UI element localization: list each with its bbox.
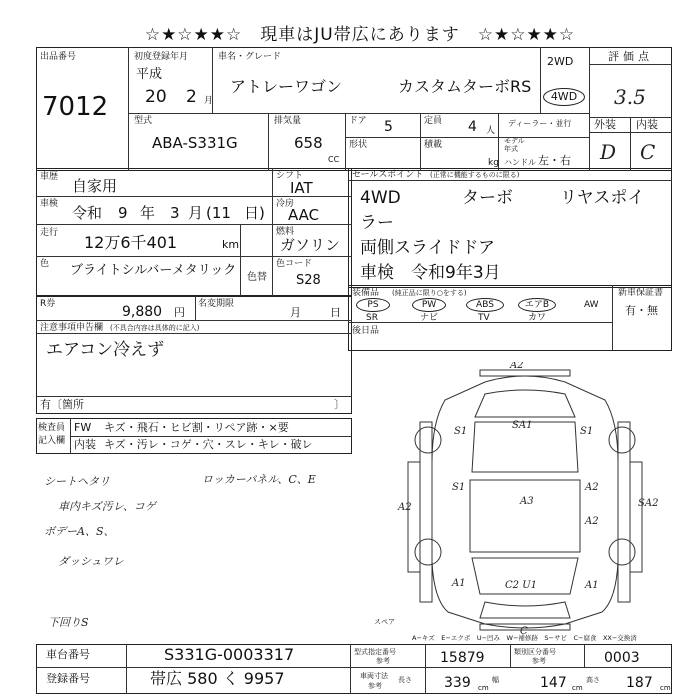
load-unit: kg — [488, 158, 499, 168]
history-label: 車歴 — [40, 172, 59, 182]
equip-ps: PS — [356, 298, 390, 312]
category-label: 類別区分番号 — [514, 648, 556, 656]
sales-line2: ラー — [360, 213, 394, 233]
handnote-4: ダッシュワレ — [58, 555, 124, 568]
sales-line1a: 4WD — [360, 188, 401, 208]
exterior-label: 外装 — [594, 118, 616, 131]
history-value: 自家用 — [72, 177, 118, 195]
checker-label2: 記入欄 — [38, 436, 66, 446]
load-label: 積載 — [424, 140, 443, 150]
ownership-day: 日 — [330, 306, 341, 319]
first-reg-label: 初度登録年月 — [134, 52, 189, 62]
lot-label: 出品番号 — [40, 52, 77, 62]
recycle-value: 9,880 — [122, 304, 163, 320]
model-value: ABA-S331G — [152, 134, 238, 152]
inspection-label: 車検 — [40, 199, 59, 209]
dims-len: 339 — [444, 675, 471, 691]
rating-value: 3.5 — [614, 85, 646, 109]
dims-len-unit: cm — [478, 684, 489, 692]
handle-label: ハンドル — [504, 158, 536, 167]
equip-pw: PW — [412, 298, 446, 312]
notes-label: 注意事項申告欄 — [40, 323, 104, 333]
shape-label: 形状 — [349, 140, 368, 150]
vin-value: S331G-0003317 — [164, 645, 295, 664]
model-year-label1: モデル — [504, 137, 525, 145]
dims-hgt: 187 — [626, 675, 653, 691]
car-damage-diagram — [380, 362, 670, 634]
model-label: 型式 — [134, 116, 153, 126]
dmg-top: A2 — [510, 362, 524, 371]
notes-value: エアコン冷えず — [46, 340, 165, 360]
first-reg-era: 平成 — [136, 67, 163, 82]
interior-label: 内装 — [636, 118, 658, 131]
dmg-left: A2 — [398, 502, 412, 513]
dmg-bottom: C — [520, 626, 528, 634]
mileage-unit: km — [222, 238, 240, 251]
dims-sub: 参考 — [368, 682, 382, 690]
shift-value: IAT — [290, 179, 313, 197]
capacity-unit: 人 — [486, 126, 496, 136]
equipment-note: (純正品に限り○をする) — [392, 289, 467, 297]
exterior-value: D — [600, 140, 617, 164]
damage-legend: A−キズ E−エクボ U−凹み W−補修跡 S−サビ C−腐食 XX−交換済 — [412, 634, 637, 642]
page-header: ☆★☆★★☆ 現車はJU帯広にあります ☆★☆★★☆ — [144, 25, 576, 45]
dims-len-label: 長さ — [398, 676, 412, 684]
repair-label: 有〔箇所 — [40, 398, 84, 411]
inspection-era: 令和 — [72, 204, 103, 222]
capacity-value: 4 — [468, 119, 477, 135]
first-reg-year: 20 — [145, 87, 167, 107]
dmg-rr-door: A2 — [585, 516, 599, 527]
color-label: 色 — [40, 259, 50, 269]
inspection-day-unit: 日) — [244, 204, 265, 222]
dmg-lf-door: S1 — [452, 482, 466, 493]
dims-label: 車両寸法 — [360, 672, 388, 680]
equip-leather: カワ — [528, 313, 547, 323]
ownership-month: 月 — [290, 306, 301, 319]
checker-fw-label: FW — [74, 421, 92, 434]
checker-in-label: 内装 — [74, 438, 96, 451]
retrofit-label: 後日品 — [352, 326, 380, 336]
notes-sub: (不具合内容は具体的に記入) — [110, 324, 200, 332]
dims-wid: 147 — [540, 675, 567, 691]
dims-hgt-label: 高さ — [586, 676, 600, 684]
category-sub: 参考 — [532, 657, 546, 665]
dmg-center: A3 — [520, 496, 534, 507]
sales-line4: 車検 令和9年3月 — [360, 263, 501, 283]
dims-wid-unit: cm — [572, 684, 583, 692]
interior-value: C — [640, 140, 656, 164]
top-frame — [36, 47, 672, 171]
color-code-label: 色コード — [276, 259, 313, 269]
mileage-label: 走行 — [40, 228, 59, 238]
dmg-right: SA2 — [638, 498, 659, 509]
model-year-label2: 年式 — [504, 145, 518, 153]
handle-value: 左・右 — [538, 154, 571, 167]
equip-airbag: エアB — [518, 298, 556, 312]
inspection-month-unit: 月 — [188, 204, 204, 222]
handnote-5: 下回りS — [48, 616, 89, 629]
car-label: 車名・グレード — [218, 52, 282, 62]
dims-wid-label: 幅 — [492, 676, 499, 684]
spare-label: スペア — [374, 618, 395, 626]
category-value: 0003 — [604, 650, 640, 666]
doors-value: 5 — [384, 119, 393, 135]
first-reg-month-unit: 月 — [204, 96, 214, 106]
car-name: アトレーワゴン — [230, 77, 343, 96]
mileage-value: 12万6千401 — [84, 233, 178, 252]
dmg-roof: SA1 — [512, 420, 533, 431]
ac-label: 冷房 — [276, 199, 295, 209]
vin-label: 車台番号 — [46, 648, 90, 661]
sales-note: (正常に機能するものに限る) — [430, 171, 520, 179]
recycle-label: R券 — [40, 299, 56, 309]
checker-in-items: キズ・汚レ・コゲ・穴・スレ・キレ・破レ — [104, 438, 313, 451]
designation-sub: 参考 — [376, 657, 390, 665]
fuel-label: 燃料 — [276, 227, 295, 237]
designation-label: 型式指定番号 — [354, 648, 396, 656]
ownership-label: 名変期限 — [198, 299, 235, 309]
dmg-lr: A1 — [452, 578, 466, 589]
displacement-label: 排気量 — [274, 116, 302, 126]
warranty-label: 新車保証書 — [618, 288, 664, 298]
drive-2wd: 2WD — [547, 55, 574, 68]
drive-4wd: 4WD — [543, 88, 585, 106]
dmg-rf-door: A2 — [585, 482, 599, 493]
dmg-right-front: S1 — [580, 426, 594, 437]
equip-aw: AW — [584, 300, 599, 310]
dims-hgt-unit: cm — [660, 684, 671, 692]
displacement-unit: CC — [328, 155, 340, 164]
first-reg-month: 2 — [186, 87, 197, 107]
dmg-rr: A1 — [585, 580, 599, 591]
displacement-value: 658 — [294, 134, 323, 152]
color-code-value: S28 — [296, 273, 321, 288]
recycle-unit: 円 — [174, 306, 185, 319]
designation-value: 15879 — [440, 650, 485, 666]
checker-label1: 検査員 — [38, 423, 66, 433]
sales-label: セールスポイント — [352, 170, 424, 180]
inspection-year-unit: 年 — [140, 204, 156, 222]
inspection-day: (11 — [206, 204, 231, 222]
plate-value: 帯広 580 く 9957 — [150, 669, 285, 688]
inspection-year: 9 — [118, 204, 128, 222]
capacity-label: 定員 — [424, 116, 443, 126]
panel-note: ロッカーパネル、C、E — [202, 473, 316, 486]
dealer-label: ディーラー・並行 — [508, 119, 572, 128]
doors-label: ドア — [349, 116, 367, 126]
shift-label: シフト — [276, 171, 304, 181]
handnote-3: ボデーA、S、 — [44, 525, 115, 538]
handnote-2: 車内キズ汚レ、コゲ — [58, 500, 156, 513]
inspection-month: 3 — [170, 204, 180, 222]
dmg-rear: C2 U1 — [505, 580, 537, 591]
color-change-label: 色替 — [247, 272, 267, 283]
handnote-1: シートヘタリ — [44, 475, 110, 488]
sales-line1c: リヤスポイ — [560, 188, 645, 208]
equipment-label: 装備品 — [352, 288, 380, 298]
fuel-value: ガソリン — [280, 236, 341, 254]
sales-line1b: ターボ — [462, 188, 513, 208]
rating-label: 評価点 — [608, 50, 653, 63]
warranty-value: 有・無 — [625, 304, 658, 317]
dmg-left-front: S1 — [454, 426, 468, 437]
equip-sr: SR — [366, 313, 378, 323]
color-value: ブライトシルバーメタリック — [70, 263, 237, 278]
equip-tv: TV — [478, 313, 490, 323]
car-grade: カスタムターボRS — [398, 77, 532, 96]
plate-label: 登録番号 — [46, 672, 90, 685]
sales-line3: 両側スライドドア — [360, 238, 495, 258]
equip-navi: ナビ — [420, 313, 439, 323]
checker-fw-items: キズ・飛石・ヒビ割・リペア跡・×要 — [104, 421, 289, 434]
ac-value: AAC — [288, 206, 320, 224]
equip-abs: ABS — [466, 298, 504, 312]
lot-number: 7012 — [42, 92, 109, 122]
